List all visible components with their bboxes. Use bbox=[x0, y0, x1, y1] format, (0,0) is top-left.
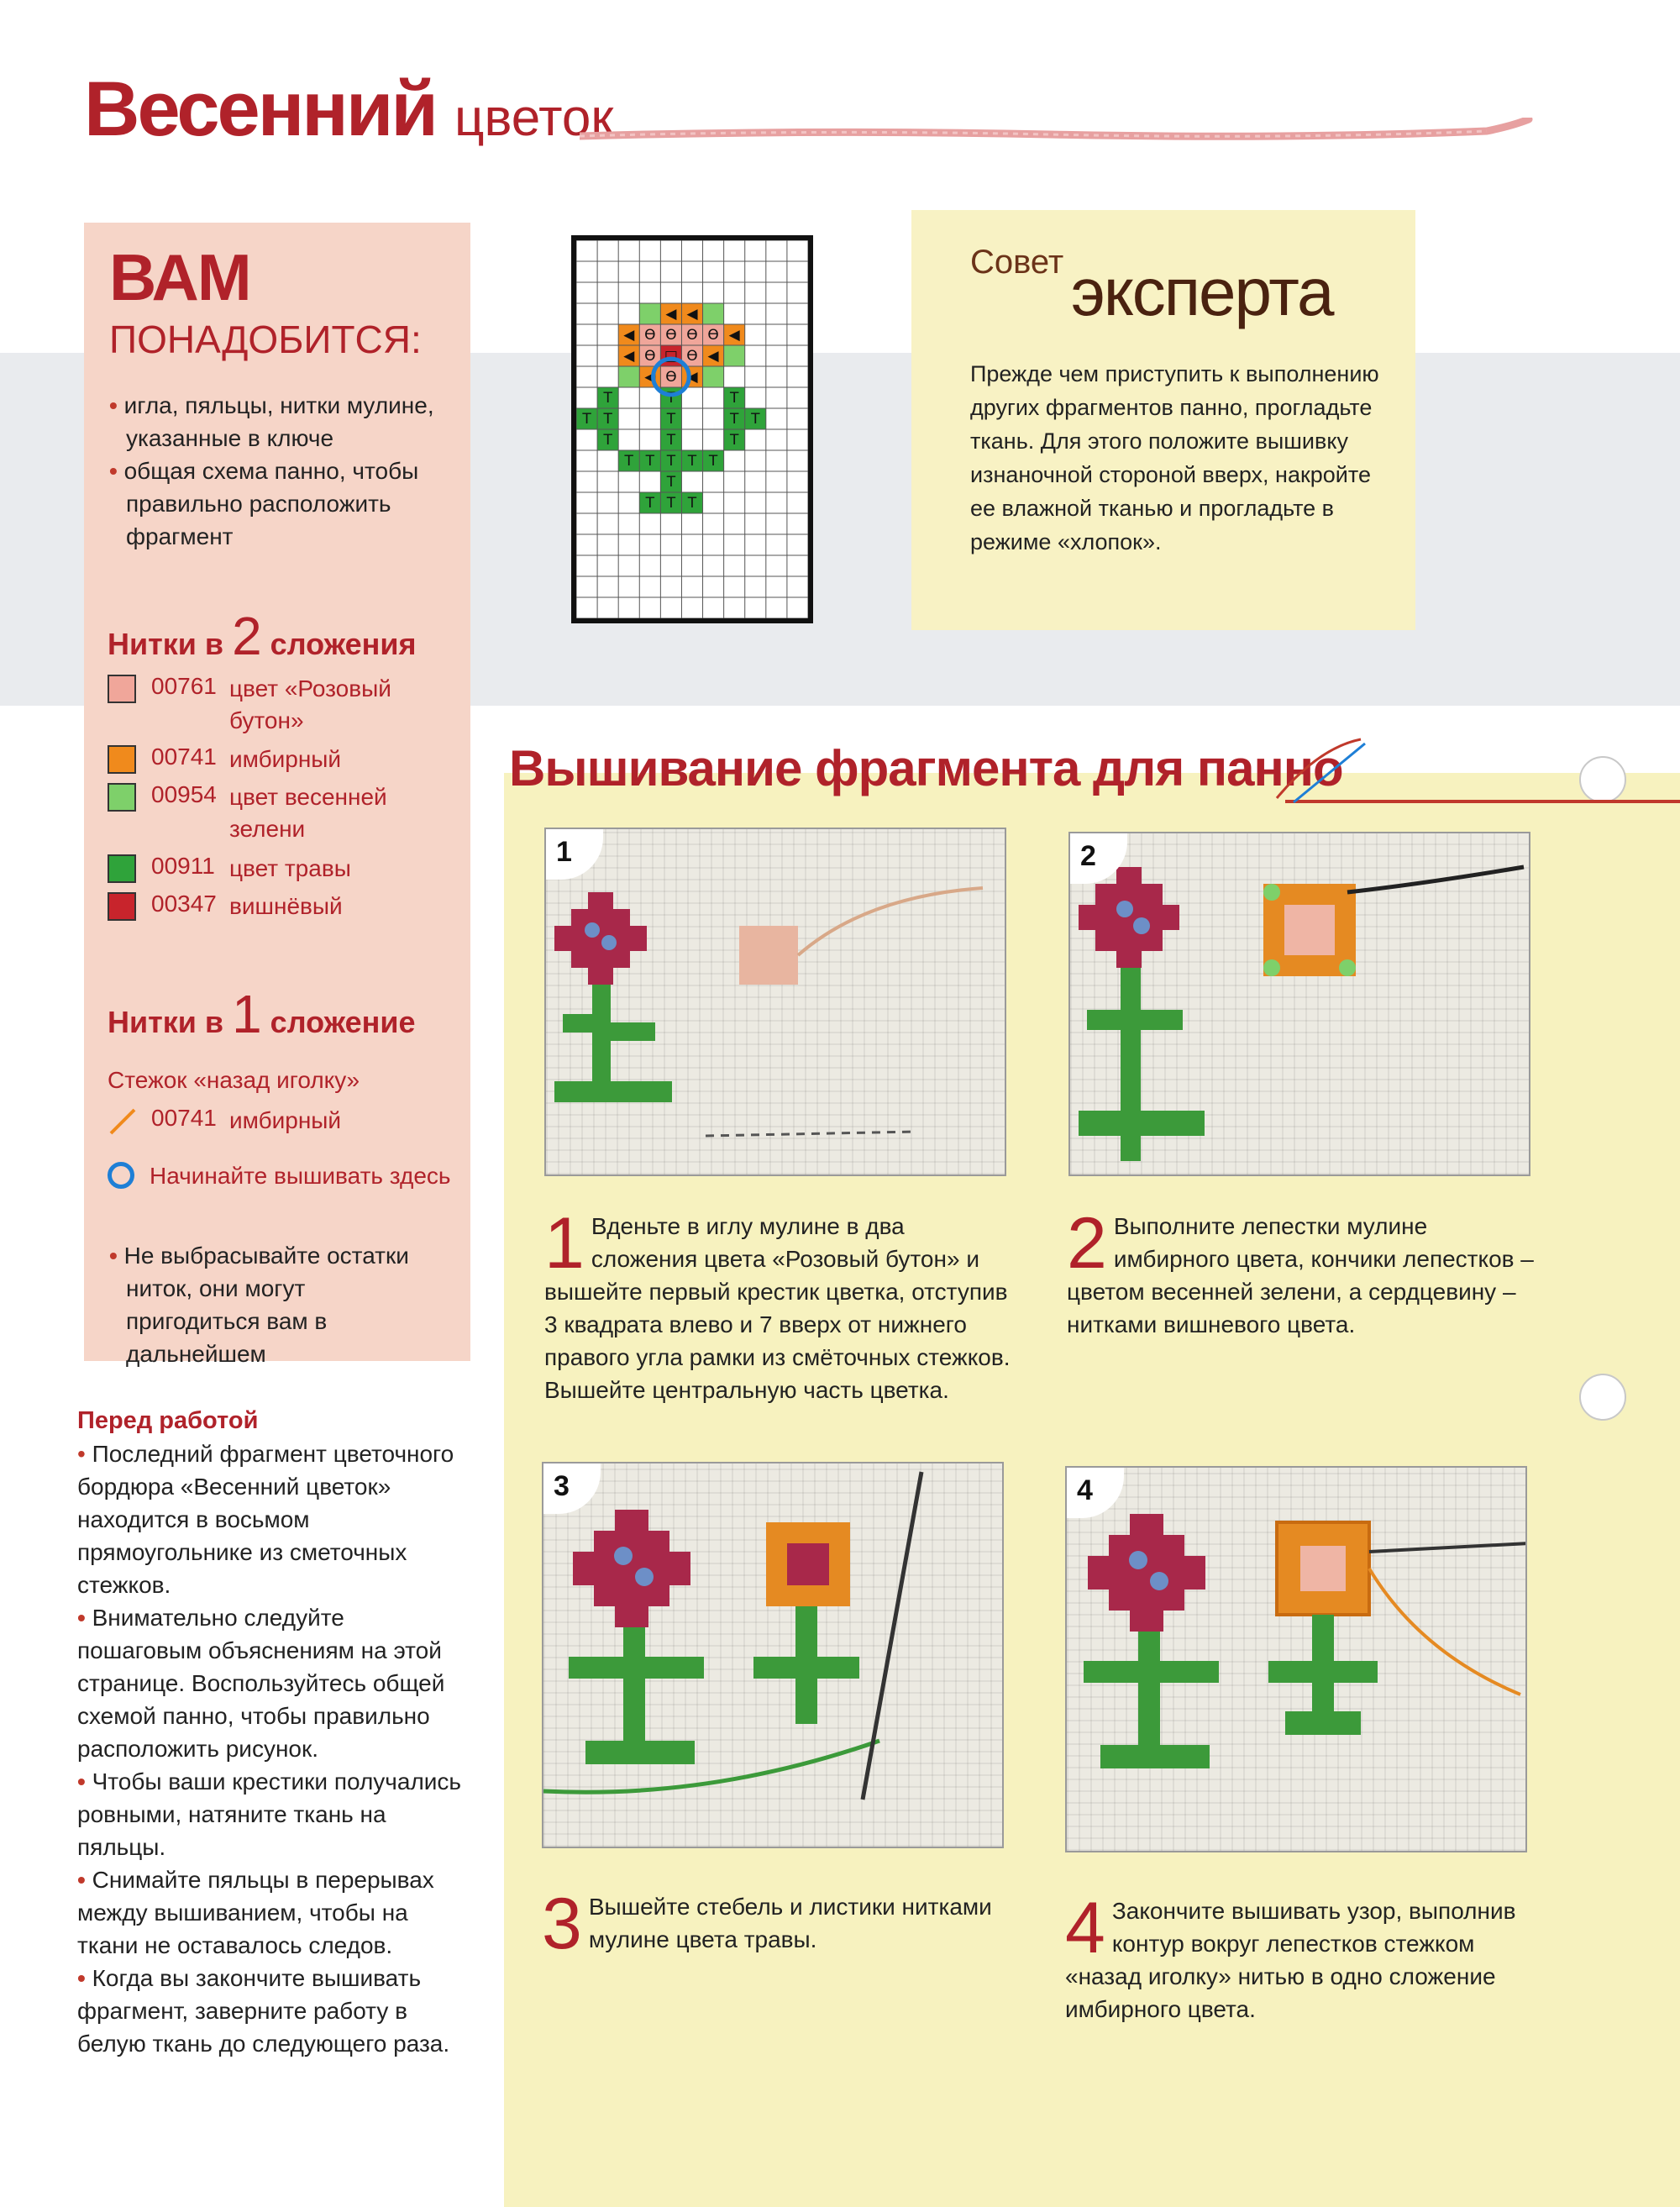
thread-decoration bbox=[580, 118, 1537, 151]
chart-symbol: T bbox=[603, 390, 612, 407]
key-item: 00741 имбирный bbox=[108, 744, 460, 777]
key-item: 00911 цвет травы bbox=[108, 853, 460, 886]
chart-symbol: ϴ bbox=[644, 348, 656, 365]
materials-title: ВАМ bbox=[109, 240, 250, 314]
step-photo-3 bbox=[542, 1462, 1004, 1848]
list-item: • Когда вы закончите вышивать фрагмент, заверните работу в белую ткань до следующего раза. bbox=[77, 1965, 450, 2057]
binder-hole bbox=[1579, 1374, 1626, 1421]
step-badge: 3 bbox=[543, 1463, 601, 1514]
list-item: • Последний фрагмент цветочного бордюра «Весенний цветок» находится в восьмом прямоугольнике из сметочных стежков. bbox=[77, 1441, 454, 1598]
chart-symbol: T bbox=[666, 474, 676, 491]
chart-symbol: ◀ bbox=[686, 369, 698, 386]
backstitch-key: 00741 имбирный bbox=[108, 1105, 460, 1138]
title-main: Весенний bbox=[84, 66, 436, 152]
chart-symbol: T bbox=[666, 453, 676, 470]
key-item: 00761 цвет «Розовый бутон» bbox=[108, 673, 460, 707]
title-sub: цветок bbox=[454, 89, 614, 147]
chart-symbol: T bbox=[751, 411, 760, 428]
materials-subtitle: ПОНАДОБИТСЯ: bbox=[109, 318, 422, 361]
note: • Не выбрасывайте остатки ниток, они могут пригодиться вам в дальнейшем bbox=[109, 1243, 409, 1367]
chart-symbol: T bbox=[603, 432, 612, 449]
chart-symbol: T bbox=[582, 411, 591, 428]
start-marker-legend: Начинайте вышивать здесь bbox=[108, 1162, 450, 1190]
before-work-section bbox=[77, 1405, 472, 2060]
chart-symbol: ◀ bbox=[665, 306, 677, 323]
backstitch-label: Стежок «назад иголку» bbox=[108, 1067, 360, 1093]
chart-symbol: ◀ bbox=[644, 369, 656, 386]
binder-hole bbox=[1579, 756, 1626, 803]
green-swatch-icon bbox=[108, 854, 136, 883]
chart-symbol: ϴ bbox=[665, 369, 677, 386]
chart-symbol: ◀ bbox=[707, 348, 719, 365]
chart-symbol: ◀ bbox=[623, 327, 635, 344]
page-title bbox=[84, 66, 613, 154]
step-badge: 2 bbox=[1070, 833, 1127, 884]
backstitch-line-icon bbox=[108, 1106, 138, 1137]
cross-stitch-chart bbox=[571, 235, 813, 623]
chart-symbol: ϴ bbox=[686, 327, 698, 344]
step-3-text: 3 Вышейте стебель и листики нитками мулине цвета травы. bbox=[542, 1884, 992, 1964]
tip-text: Прежде чем приступить к выполнению других фрагментов панно, прогладьте ткань. Для этого положите вышивку изнаночной стороной вверх, накройте ее влажной тканью и прогладьте в режиме «хлопок». bbox=[970, 361, 1379, 554]
step-1-text: 1 Вденьте в иглу мулине в два сложения цвета «Розовый бутон» и вышейте первый крестик цветка, отступив 3 квадрата влево и 7 вверх от нижнего правого угла рамки из смёточных стежков. Вышейте центральную часть цветка. bbox=[544, 1203, 1011, 1403]
step-4-text: 4 Закончите вышивать узор, выполнив контур вокруг лепестков стежком «назад иголку» нитью в одно сложение имбирного цвета. bbox=[1065, 1888, 1516, 2022]
list-item: • Чтобы ваши крестики получались ровными, натяните ткань на пяльцы. bbox=[77, 1768, 462, 1860]
materials-panel bbox=[84, 223, 470, 1367]
start-circle-icon bbox=[108, 1162, 134, 1189]
chart-symbol: ϴ bbox=[665, 327, 677, 344]
tip-title-big: эксперта bbox=[1071, 255, 1333, 329]
chart-symbol: T bbox=[666, 495, 676, 512]
chart-symbol: ϴ bbox=[644, 327, 656, 344]
step-photo-4 bbox=[1065, 1466, 1527, 1852]
list-item: • общая схема панно, чтобы правильно расположить фрагмент bbox=[109, 458, 419, 549]
chart-symbol: ϴ bbox=[707, 327, 719, 344]
chart-symbol: T bbox=[729, 390, 739, 407]
chart-symbol: T bbox=[729, 411, 739, 428]
chart-symbol: ◀ bbox=[686, 306, 698, 323]
step-badge: 1 bbox=[546, 829, 603, 880]
chart-grid bbox=[576, 240, 808, 618]
before-work-heading: Перед работой bbox=[77, 1407, 259, 1434]
key-item: 00954 цвет весенней зелени bbox=[108, 781, 460, 815]
two-strand-heading: Нитки в 2 сложения bbox=[108, 606, 417, 666]
needle-thread-icon bbox=[1260, 731, 1378, 807]
step-badge: 4 bbox=[1067, 1468, 1124, 1518]
chart-symbol: ◀ bbox=[728, 327, 740, 344]
step-number: 2 bbox=[1067, 1203, 1107, 1284]
cherry-swatch-icon bbox=[108, 892, 136, 921]
chart-symbol: T bbox=[729, 432, 739, 449]
chart-symbol: ◀ bbox=[623, 348, 635, 365]
list-item: • игла, пяльцы, нитки мулине, указанные в ключе bbox=[109, 392, 434, 451]
chart-symbol: T bbox=[666, 432, 676, 449]
pink-swatch-icon bbox=[108, 675, 136, 703]
section-title: Вышивание фрагмента для панно bbox=[509, 740, 1343, 796]
expert-tip bbox=[911, 210, 1415, 630]
chart-symbol: T bbox=[624, 453, 633, 470]
chart-cell bbox=[703, 303, 724, 324]
chart-symbol: T bbox=[666, 411, 676, 428]
chart-symbol: T bbox=[666, 390, 676, 407]
list-item: • Снимайте пяльцы в перерывах между вышиванием, чтобы на ткани не оставалось следов. bbox=[77, 1867, 434, 1958]
chart-symbol: □ bbox=[664, 348, 678, 365]
chart-cell bbox=[639, 303, 660, 324]
chart-cell bbox=[724, 345, 745, 366]
orange-swatch-icon bbox=[108, 745, 136, 774]
chart-cell bbox=[703, 366, 724, 387]
chart-symbol: T bbox=[687, 495, 697, 512]
chart-symbol: T bbox=[603, 411, 612, 428]
step-photo-2 bbox=[1068, 832, 1530, 1176]
chart-cell bbox=[618, 366, 639, 387]
step-number: 1 bbox=[544, 1203, 585, 1284]
chart-symbol: T bbox=[645, 495, 655, 512]
step-photo-1 bbox=[544, 828, 1006, 1176]
chart-symbol: T bbox=[645, 453, 655, 470]
step-number: 3 bbox=[542, 1884, 582, 1964]
tip-title-small: Совет bbox=[970, 244, 1064, 281]
chart-symbol: ϴ bbox=[686, 348, 698, 365]
chart-symbol: T bbox=[708, 453, 718, 470]
light-green-swatch-icon bbox=[108, 783, 136, 812]
chart-symbol: T bbox=[687, 453, 697, 470]
list-item: • Внимательно следуйте пошаговым объяснениям на этой странице. Воспользуйтесь общей схемой панно, чтобы правильно расположить рисунок. bbox=[77, 1605, 445, 1762]
step-number: 4 bbox=[1065, 1888, 1105, 1968]
one-strand-heading: Нитки в 1 сложение bbox=[108, 984, 416, 1044]
step-2-text: 2 Выполните лепестки мулине имбирного цвета, кончики лепестков – цветом весенней зелени, а сердцевину – нитками вишневого цвета. bbox=[1067, 1203, 1534, 1337]
key-item: 00347 вишнёвый bbox=[108, 891, 460, 924]
